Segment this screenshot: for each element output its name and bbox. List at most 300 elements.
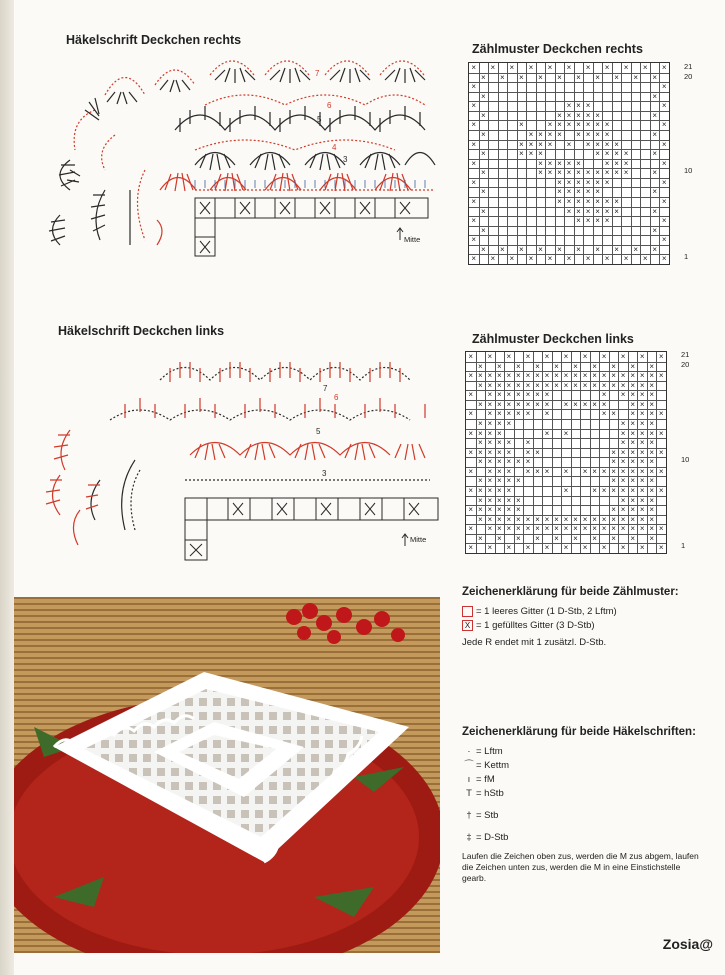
filled-cell: × <box>652 110 658 120</box>
mitte-arrow-icon <box>402 534 408 546</box>
filled-cell: × <box>471 120 477 130</box>
filled-cell: × <box>477 399 483 409</box>
arch-row-2 <box>175 95 425 132</box>
filled-cell: × <box>547 63 553 72</box>
filled-cell: × <box>576 110 581 120</box>
filled-cell: × <box>649 409 655 419</box>
filled-cell: × <box>471 197 477 206</box>
bar-icon: ı <box>467 774 471 785</box>
filled-cell: × <box>547 158 553 168</box>
filled-cell: × <box>585 197 591 206</box>
filled-cell: × <box>471 101 477 111</box>
filled-cell: × <box>585 139 591 149</box>
filled-cell: × <box>480 187 486 197</box>
filled-cell: × <box>506 514 512 524</box>
filled-cell: × <box>538 158 543 168</box>
filled-cell: × <box>557 244 562 254</box>
filled-cell: × <box>576 216 581 226</box>
filled-cell: × <box>623 63 629 72</box>
filled-cell: × <box>576 158 581 168</box>
filled-cell: × <box>544 514 550 524</box>
filled-cell: × <box>649 466 655 476</box>
filled-cell: × <box>563 524 569 534</box>
filled-cell: × <box>544 466 550 476</box>
title-zaehl-rechts: Zählmuster Deckchen rechts <box>472 42 643 56</box>
filled-cell: × <box>496 533 502 543</box>
filled-cell: × <box>601 399 607 409</box>
filled-cell: × <box>661 177 667 187</box>
filled-cell: × <box>516 457 521 467</box>
filled-cell: × <box>661 158 667 168</box>
filled-cell: × <box>649 476 655 486</box>
filled-cell: × <box>496 476 502 486</box>
filled-cell: × <box>582 466 588 476</box>
filled-cell: × <box>535 361 540 371</box>
filled-cell: × <box>566 168 572 178</box>
doily-photo <box>14 597 440 953</box>
filled-cell: × <box>471 63 477 72</box>
filled-cell: × <box>566 254 572 264</box>
filled-cell: × <box>544 409 550 419</box>
filled-cell: × <box>535 447 540 457</box>
filled-cell: × <box>554 371 559 381</box>
filled-cell: × <box>487 409 493 419</box>
legend-label: = Kettm <box>476 760 509 771</box>
filled-cell: × <box>487 476 493 486</box>
filled-cell: × <box>611 447 616 457</box>
diagram-number: 3 <box>322 469 327 478</box>
filled-cell: × <box>639 486 645 495</box>
filled-cell: × <box>525 399 531 409</box>
legend-item <box>462 759 712 773</box>
filled-cell: × <box>620 476 626 486</box>
filled-cell: × <box>499 72 505 82</box>
filled-cell: × <box>604 139 610 149</box>
filled-cell: × <box>604 168 610 178</box>
filled-cell: × <box>477 380 483 390</box>
filled-cell: × <box>630 409 635 419</box>
filled-cell: × <box>658 486 664 495</box>
filled-cell: × <box>639 438 645 448</box>
filled-cell: × <box>477 428 483 438</box>
filled-cell: × <box>576 206 581 216</box>
filled-cell: × <box>630 457 635 467</box>
filled-cell: × <box>487 466 493 476</box>
filled-cell: × <box>525 409 531 419</box>
filled-cell: × <box>620 380 626 390</box>
filled-cell: × <box>480 168 486 178</box>
filled-cell: × <box>516 409 521 419</box>
legend-label: = hStb <box>476 788 504 799</box>
filled-cell: × <box>658 447 664 457</box>
filled-cell: × <box>595 149 600 159</box>
legend-haekelschrift <box>462 726 712 884</box>
filled-cell: × <box>509 63 515 72</box>
filled-cell: × <box>576 101 581 111</box>
filled-cell: × <box>468 543 474 553</box>
filled-cell: × <box>611 476 616 486</box>
filled-cell: × <box>487 524 493 534</box>
filled-cell: × <box>639 495 645 505</box>
filled-cell: × <box>639 457 645 467</box>
filled-cell: × <box>661 139 667 149</box>
filled-cell: × <box>604 130 610 139</box>
filled-cell: × <box>639 428 645 438</box>
filled-cell: × <box>658 466 664 476</box>
filled-cell: × <box>487 543 493 553</box>
filled-cell: × <box>506 352 512 361</box>
filled-cell: × <box>592 533 597 543</box>
filled-cell: × <box>639 505 645 515</box>
filled-cell: × <box>544 543 550 553</box>
filled-cell: × <box>554 361 559 371</box>
filled-cell: × <box>611 361 616 371</box>
filled-cell: × <box>516 524 521 534</box>
filled-cell: × <box>620 495 626 505</box>
filled-cell: × <box>525 524 531 534</box>
filled-cell: × <box>652 187 658 197</box>
legend-label: = Stb <box>476 810 499 821</box>
filled-cell: × <box>623 158 629 168</box>
filled-cell: × <box>506 371 512 381</box>
mitte-label-links: Mitte <box>410 535 427 544</box>
filled-cell: × <box>601 466 607 476</box>
filled-cell: × <box>506 466 512 476</box>
diagram-number: 6 <box>334 393 339 402</box>
mitte-label-rechts: Mitte <box>404 235 421 244</box>
filled-cell: × <box>620 352 626 361</box>
filled-cell: × <box>468 428 474 438</box>
page-spine <box>0 0 14 975</box>
filled-cell: × <box>525 447 531 457</box>
filled-cell: × <box>547 168 553 178</box>
filled-cell: × <box>604 216 610 226</box>
filled-cell: × <box>496 419 502 428</box>
filled-cell: × <box>477 361 483 371</box>
filled-cell: × <box>506 390 512 400</box>
filled-cell: × <box>477 419 483 428</box>
filled-cell: × <box>506 486 512 495</box>
filled-cell: × <box>563 466 569 476</box>
filled-cell: × <box>538 168 543 178</box>
filled-cell: × <box>620 543 626 553</box>
filled-cell: × <box>611 514 616 524</box>
filled-cell: × <box>576 130 581 139</box>
filled-cell: × <box>557 158 562 168</box>
filled-cell: × <box>573 533 578 543</box>
filled-cell: × <box>652 91 658 101</box>
filled-cell: × <box>563 399 569 409</box>
legend-label: = 1 leeres Gitter (1 D-Stb, 2 Lftm) <box>476 606 617 617</box>
mitte-arrow-icon <box>397 228 403 240</box>
diagram-number: 3 <box>343 155 348 164</box>
filled-cell: × <box>566 158 572 168</box>
filled-cell: × <box>649 428 655 438</box>
filled-cell: × <box>535 390 540 400</box>
filled-cell: × <box>506 447 512 457</box>
filled-cell: × <box>525 543 531 553</box>
filled-cell: × <box>471 216 477 226</box>
filled-cell: × <box>649 390 655 400</box>
filled-cell: × <box>620 514 626 524</box>
filled-cell: × <box>519 72 524 82</box>
filled-cell: × <box>601 543 607 553</box>
legend-item <box>462 831 712 845</box>
filled-cell: × <box>595 120 600 130</box>
filled-cell: × <box>496 399 502 409</box>
diagram-number: 6 <box>327 101 332 110</box>
filled-cell: × <box>566 206 572 216</box>
filled-cell: × <box>496 409 502 419</box>
filled-cell: × <box>477 495 483 505</box>
row-label-1: 1 <box>684 252 689 261</box>
filled-cell: × <box>611 466 616 476</box>
filled-cell: × <box>630 428 635 438</box>
filled-cell: × <box>592 486 597 495</box>
filled-cell: × <box>620 428 626 438</box>
filled-cell: × <box>516 371 521 381</box>
filled-cell: × <box>471 177 477 187</box>
filled-cell: × <box>652 149 658 159</box>
filled-cell: × <box>516 399 521 409</box>
filled-cell: × <box>652 244 658 254</box>
filled-cell: × <box>620 457 626 467</box>
filled-cell: × <box>620 371 626 381</box>
filled-cell: × <box>506 495 512 505</box>
filled-cell: × <box>595 130 600 139</box>
title-haekel-rechts: Häkelschrift Deckchen rechts <box>66 33 242 47</box>
filled-cell: × <box>585 206 591 216</box>
filled-cell: × <box>487 486 493 495</box>
filled-cell: × <box>639 419 645 428</box>
filled-cell: × <box>592 361 597 371</box>
filled-cell: × <box>649 380 655 390</box>
filled-cell: × <box>573 361 578 371</box>
filled-cell: × <box>516 533 521 543</box>
filled-cell: × <box>506 524 512 534</box>
filled-cell: × <box>535 533 540 543</box>
filled-cell: × <box>487 371 493 381</box>
filled-cell: × <box>516 476 521 486</box>
filled-cell: × <box>468 390 474 400</box>
filled-cell: × <box>528 149 534 159</box>
filled-cell: × <box>496 380 502 390</box>
filled-cell: × <box>496 371 502 381</box>
filled-cell: × <box>601 524 607 534</box>
diagram-number: 7 <box>323 384 328 393</box>
row-label-20: 20 <box>684 72 693 81</box>
filled-cell: × <box>566 110 572 120</box>
filled-cell: × <box>661 254 667 264</box>
filled-cell: × <box>525 457 531 467</box>
diagram-number: 7 <box>315 69 320 78</box>
filled-cell: × <box>649 399 655 409</box>
filled-cell: × <box>487 514 493 524</box>
filled-cell: × <box>566 177 572 187</box>
row-label-1: 1 <box>681 541 686 550</box>
filled-cell: × <box>611 371 616 381</box>
filled-cell: × <box>630 390 635 400</box>
filled-cell: × <box>487 399 493 409</box>
filled-cell: × <box>630 438 635 448</box>
filled-cell: × <box>582 524 588 534</box>
filled-cell: × <box>639 390 645 400</box>
filled-cell: × <box>496 524 502 534</box>
filled-cell: × <box>506 419 512 428</box>
filled-cell: × <box>642 254 648 264</box>
filled-cell: × <box>516 505 521 515</box>
double-dagger-icon: ‡ <box>466 832 472 843</box>
filled-cell: × <box>649 457 655 467</box>
filled-cell: × <box>516 495 521 505</box>
filled-cell: × <box>611 486 616 495</box>
filled-cell: × <box>519 139 524 149</box>
filled-cell: × <box>525 390 531 400</box>
title-haekel-links: Häkelschrift Deckchen links <box>58 324 225 338</box>
filled-cell: × <box>614 244 619 254</box>
filled-cell: × <box>582 514 588 524</box>
filled-cell: × <box>620 447 626 457</box>
filled-cell: × <box>566 187 572 197</box>
filled-cell: × <box>639 466 645 476</box>
filled-cell: × <box>585 177 591 187</box>
filled-cell: × <box>528 130 534 139</box>
legend-zaehlmuster <box>462 586 712 648</box>
filled-cell: × <box>468 486 474 495</box>
filled-cell: × <box>661 63 667 72</box>
filled-cell: × <box>496 486 502 495</box>
filled-cell: × <box>554 514 559 524</box>
filled-cell: × <box>535 524 540 534</box>
filled-cell: × <box>630 495 635 505</box>
crochet-diagram-links <box>40 350 440 565</box>
filled-cell: × <box>620 390 626 400</box>
filled-box-icon: X <box>462 620 473 631</box>
filled-cell: × <box>544 524 550 534</box>
filled-cell: × <box>544 371 550 381</box>
filled-cell: × <box>487 352 493 361</box>
filled-cell: × <box>614 149 619 159</box>
filled-cell: × <box>535 380 540 390</box>
filled-cell: × <box>582 399 588 409</box>
diagram-number: 4 <box>332 143 337 152</box>
filled-cell: × <box>576 120 581 130</box>
filled-cell: × <box>595 206 600 216</box>
filled-cell: × <box>649 533 655 543</box>
legend-paragraph: Laufen die Zeichen oben zus, werden die M zus abgem, laufen die Zeichen unten zus, werden die M in eine Einstichstelle gearb. <box>462 851 699 883</box>
filled-cell: × <box>649 524 655 534</box>
filled-cell: × <box>576 244 581 254</box>
filled-cell: × <box>592 514 597 524</box>
filled-cell: × <box>573 524 578 534</box>
filled-cell: × <box>649 505 655 515</box>
filled-cell: × <box>471 254 477 264</box>
filled-cell: × <box>487 428 493 438</box>
legend-label: = Lftm <box>476 746 503 757</box>
filled-cell: × <box>557 120 562 130</box>
filled-cell: × <box>604 149 610 159</box>
filled-cell: × <box>516 380 521 390</box>
filled-cell: × <box>557 187 562 197</box>
filled-cell: × <box>506 380 512 390</box>
filled-cell: × <box>639 476 645 486</box>
filled-cell: × <box>544 428 550 438</box>
diagram-number: 5 <box>317 115 322 124</box>
filled-cell: × <box>639 524 645 534</box>
count-grid-rechts <box>468 62 670 265</box>
doily-photo-illustration <box>14 597 440 953</box>
filled-cell: × <box>658 371 664 381</box>
filled-cell: × <box>614 72 619 82</box>
filled-cell: × <box>649 495 655 505</box>
filled-cell: × <box>595 197 600 206</box>
filled-cell: × <box>506 409 512 419</box>
legend-item <box>462 773 712 787</box>
filled-cell: × <box>468 371 474 381</box>
filled-cell: × <box>544 399 550 409</box>
filled-cell: × <box>496 447 502 457</box>
filled-cell: × <box>516 361 521 371</box>
filled-cell: × <box>620 438 626 448</box>
filled-cell: × <box>611 533 616 543</box>
filled-cell: × <box>499 244 505 254</box>
signature: Zosia@ <box>662 936 713 952</box>
filled-cell: × <box>639 352 645 361</box>
filled-cell: × <box>604 120 610 130</box>
filled-cell: × <box>620 505 626 515</box>
count-grid-links <box>465 351 667 554</box>
filled-cell: × <box>538 130 543 139</box>
filled-cell: × <box>639 447 645 457</box>
filled-cell: × <box>611 457 616 467</box>
filled-cell: × <box>604 63 610 72</box>
filled-cell: × <box>623 254 629 264</box>
filled-cell: × <box>477 457 483 467</box>
filled-cell: × <box>477 505 483 515</box>
filled-cell: × <box>585 63 591 72</box>
filled-cell: × <box>468 352 474 361</box>
filled-cell: × <box>604 254 610 264</box>
filled-cell: × <box>525 438 531 448</box>
fan-row-3 <box>195 140 435 170</box>
filled-cell: × <box>563 352 569 361</box>
filled-cell: × <box>630 486 635 495</box>
row-label-21: 21 <box>684 62 693 71</box>
filled-cell: × <box>477 533 483 543</box>
filled-cell: × <box>592 466 597 476</box>
filled-cell: × <box>506 457 512 467</box>
filled-cell: × <box>538 72 543 82</box>
filled-cell: × <box>547 254 553 264</box>
filled-cell: × <box>585 254 591 264</box>
filled-cell: × <box>468 524 474 534</box>
filled-cell: × <box>661 82 667 92</box>
filled-cell: × <box>601 390 607 400</box>
filled-cell: × <box>557 110 562 120</box>
filled-cell: × <box>480 110 486 120</box>
filled-cell: × <box>477 371 483 381</box>
filled-cell: × <box>557 197 562 206</box>
filled-cell: × <box>480 130 486 139</box>
filled-cell: × <box>557 177 562 187</box>
filled-cell: × <box>630 380 635 390</box>
filled-cell: × <box>563 371 569 381</box>
filled-cell: × <box>566 101 572 111</box>
filled-cell: × <box>557 130 562 139</box>
filled-cell: × <box>547 139 553 149</box>
filled-cell: × <box>496 457 502 467</box>
filled-cell: × <box>471 82 477 92</box>
